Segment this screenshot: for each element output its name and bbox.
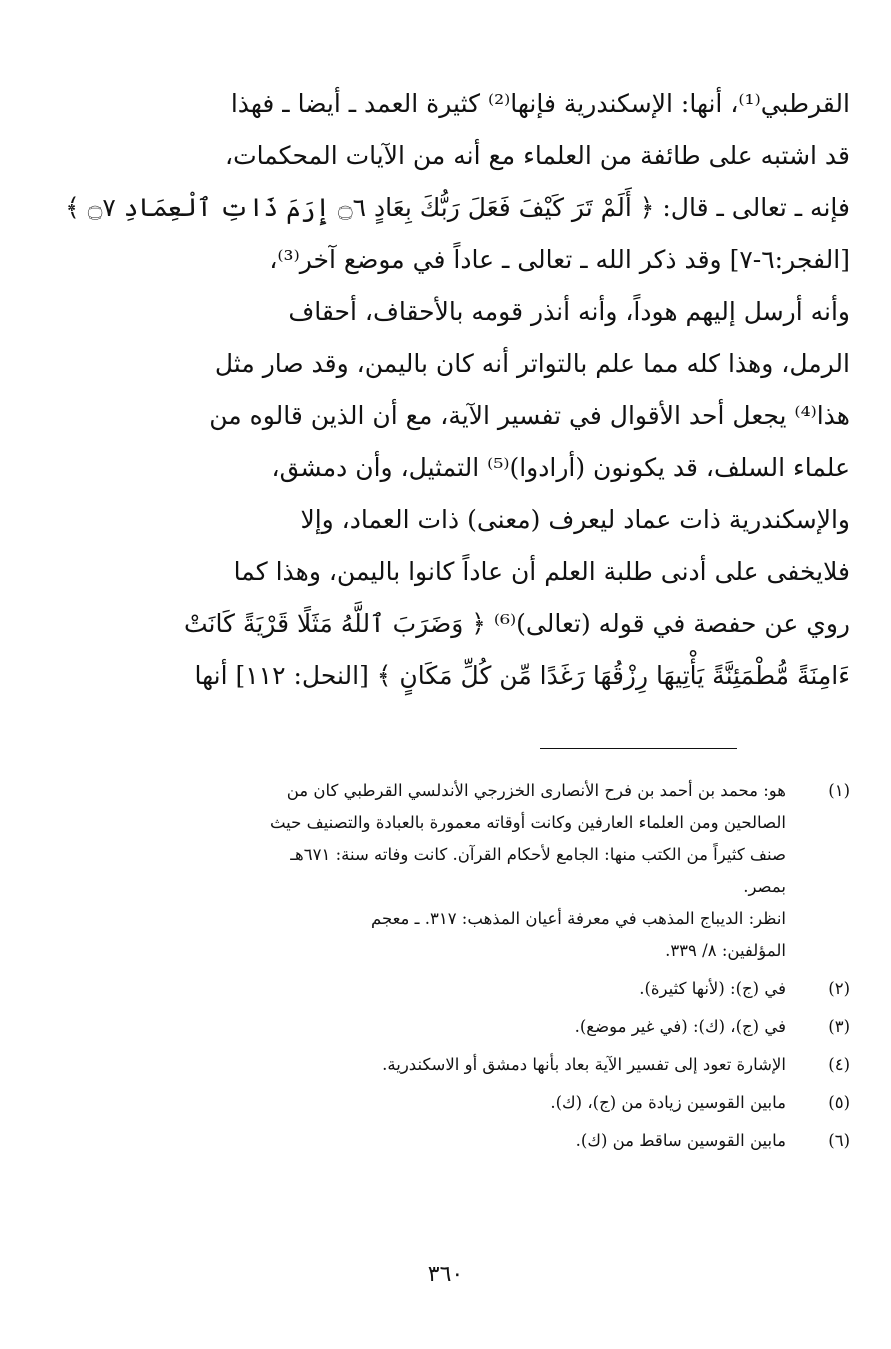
footnote-line: مابين القوسين ساقط من (ك). [575, 1131, 786, 1150]
footnote-text [60, 775, 786, 967]
main-text-line: هذا⁽⁴⁾ يجعل أحد الأقوال في تفسير الآية، مع أن الذين قالوه من [209, 401, 850, 430]
main-text-line: القرطبي⁽¹⁾، أنها: الإسكندرية فإنها⁽²⁾ كثيرة العمد ـ أيضا ـ فهذا [230, 89, 850, 118]
footnote-number: (٣) [828, 1017, 850, 1036]
footnote-line: بمصر. [743, 877, 786, 896]
footnote-5 [60, 1087, 850, 1119]
footnote-divider [540, 748, 737, 749]
main-text-line: فإنه ـ تعالى ـ قال: ﴿ أَلَمْ تَرَ كَيْفَ فَعَلَ رَبُّكَ بِعَادٍ ۝٦ إِرَمَ ذَاتِ ٱلْعِمَادِ ۝٧ ﴾ [65, 193, 850, 222]
page-number: ٣٦٠ [427, 1262, 464, 1287]
main-text-line: وأنه أرسل إليهم هوداً، وأنه أنذر قومه بالأحقاف، أحقاف [288, 297, 850, 326]
footnote-1 [60, 775, 850, 967]
main-text-line: قد اشتبه على طائفة من العلماء مع أنه من الآيات المحكمات، [225, 141, 850, 170]
footnote-2 [60, 973, 850, 1005]
footnote-line: هو: محمد بن أحمد بن فرح الأنصارى الخزرجي الأندلسي القرطبي كان من [286, 781, 786, 800]
footnote-line: انظر: الديباج المذهب في معرفة أعيان المذهب: ٣١٧. ـ معجم [370, 909, 786, 928]
footnote-number: (٢) [828, 979, 850, 998]
footnote-number: (٦) [828, 1131, 850, 1150]
footnote-number: (٤) [828, 1055, 850, 1074]
footnote-text [60, 973, 786, 1005]
footnote-line: في (ج): (لأنها كثيرة). [639, 979, 786, 998]
footnote-number: (١) [828, 781, 850, 800]
footnote-6 [60, 1125, 850, 1157]
main-text-line: الرمل، وهذا كله مما علم بالتواتر أنه كان باليمن، وقد صار مثل [214, 349, 850, 378]
footnote-line: صنف كثيراً من الكتب منها: الجامع لأحكام القرآن. كانت وفاته سنة: ٦٧١هـ [290, 845, 786, 864]
footnote-line: الصالحين ومن العلماء العارفين وكانت أوقاته معمورة بالعبادة والتصنيف حيث [269, 813, 786, 832]
footnote-number: (٥) [828, 1093, 850, 1112]
footnote-text [60, 1049, 786, 1081]
footnote-line: الإشارة تعود إلى تفسير الآية بعاد بأنها دمشق أو الاسكندرية. [382, 1055, 786, 1074]
footnote-text [60, 1011, 786, 1043]
main-text-line: [الفجر:٦-٧] وقد ذكر الله ـ تعالى ـ عاداً في موضع آخر⁽³⁾، [269, 245, 850, 274]
main-text-block [58, 78, 850, 702]
footnote-line: المؤلفين: ٨/ ٣٣٩. [665, 941, 786, 960]
footnote-line: مابين القوسين زيادة من (ج)، (ك). [550, 1093, 786, 1112]
footnote-3 [60, 1011, 850, 1043]
main-text-line: ءَامِنَةً مُّطْمَئِنَّةً يَأْتِيهَا رِزْقُهَا رَغَدًا مِّن كُلِّ مَكَانٍ ﴾ [النحل: ١١٢] أنها [194, 661, 850, 690]
main-text-line: فلايخفى على أدنى طلبة العلم أن عاداً كانوا باليمن، وهذا كما [233, 557, 850, 586]
footnote-text [60, 1125, 786, 1157]
main-text-line: والإسكندرية ذات عماد ليعرف (معنى) ذات العماد، وإلا [300, 505, 850, 534]
footnote-4 [60, 1049, 850, 1081]
footnote-line: في (ج)، (ك): (في غير موضع). [574, 1017, 786, 1036]
footnote-text [60, 1087, 786, 1119]
footnotes-section [60, 775, 850, 1163]
main-text-line: علماء السلف، قد يكونون (أرادوا)⁽⁵⁾ التمثيل، وأن دمشق، [271, 453, 850, 482]
main-text-line: روي عن حفصة في قوله (تعالى)⁽⁶⁾ ﴿ وَضَرَبَ ٱللَّهُ مَثَلًا قَرْيَةً كَانَتْ [183, 609, 850, 638]
